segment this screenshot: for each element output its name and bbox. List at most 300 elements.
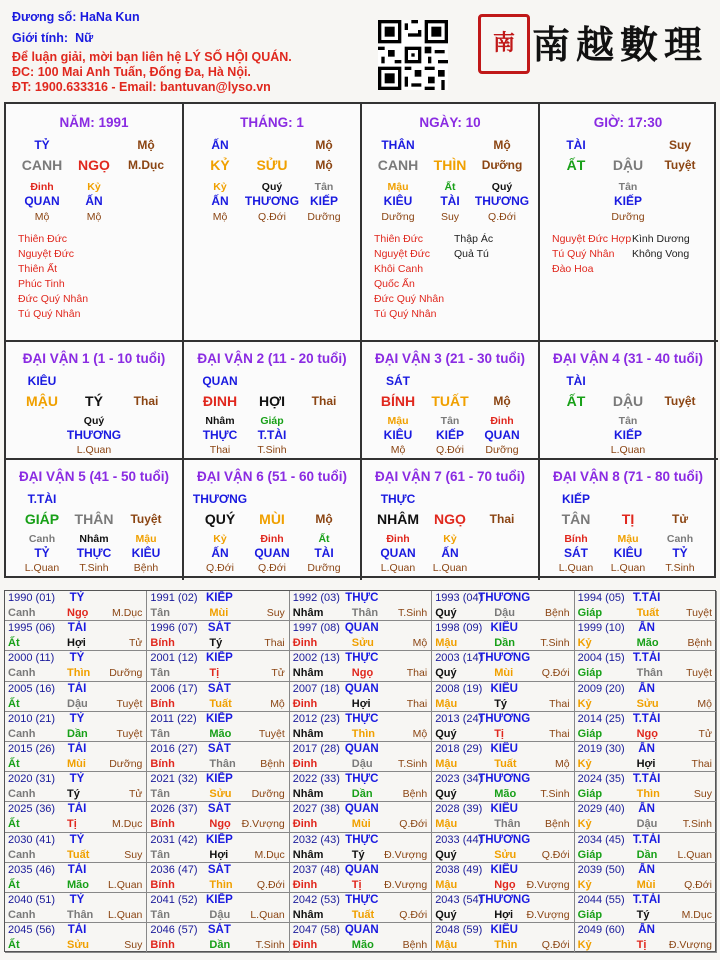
annual-year: 2000 (11) bbox=[8, 652, 55, 665]
annual-cell bbox=[290, 712, 432, 742]
annual-ten-god: KIẾP bbox=[205, 592, 233, 604]
annual-branch: Thân bbox=[209, 758, 236, 770]
annual-ten-god: TỶ bbox=[69, 894, 85, 906]
annual-phase: Bệnh bbox=[687, 637, 712, 650]
annual-year: 2046 (57) bbox=[150, 924, 198, 937]
annual-branch: Dậu bbox=[67, 697, 88, 710]
annual-cell bbox=[147, 742, 289, 772]
annual-ten-god: SÁT bbox=[207, 743, 231, 755]
annual-year: 1999 (10) bbox=[577, 622, 625, 635]
luck-hidden-ten-god: THỰC bbox=[202, 428, 238, 442]
annual-ten-god: T.TÀI bbox=[632, 592, 661, 604]
luck-hidden-ten-god: QUAN bbox=[380, 546, 416, 560]
annual-ten-god: TỶ bbox=[69, 592, 85, 604]
annual-phase: Mộ bbox=[270, 697, 285, 710]
annual-ten-god: SÁT bbox=[207, 682, 231, 695]
annual-year: 2048 (59) bbox=[435, 924, 483, 937]
shen-sha-star-secondary: Kình Dương bbox=[632, 233, 690, 245]
annual-year: 2045 (56) bbox=[8, 924, 56, 937]
annual-cell bbox=[290, 591, 432, 621]
annual-cell bbox=[432, 863, 574, 893]
annual-branch: Thìn bbox=[67, 667, 91, 680]
annual-stem: Mậu bbox=[435, 697, 458, 710]
annual-year: 2035 (46) bbox=[8, 863, 56, 876]
shen-sha-star: Thiên Ất bbox=[18, 263, 58, 275]
hidden-ten-god: ẤN bbox=[85, 194, 103, 208]
annual-ten-god: THƯƠNG bbox=[478, 773, 531, 786]
annual-cell bbox=[5, 682, 147, 712]
contact-phone-email: ĐT: 1900.633316 - Email: bantuvan@lyso.vn bbox=[12, 80, 271, 94]
hidden-stem: Mậu bbox=[387, 181, 409, 193]
annual-stem: Tân bbox=[150, 667, 170, 680]
luck-branch: TÝ bbox=[85, 393, 103, 409]
annual-cell bbox=[432, 802, 574, 832]
seal-logo: 南 bbox=[478, 14, 530, 74]
annual-phase: T.Sinh bbox=[540, 788, 570, 801]
luck-branch: TỊ bbox=[621, 511, 635, 527]
annual-cell bbox=[290, 833, 432, 863]
annual-cell bbox=[290, 682, 432, 712]
annual-stem: Ất bbox=[8, 637, 20, 650]
hidden-stem: Tân bbox=[314, 181, 334, 193]
annual-year: 2013 (24) bbox=[435, 712, 483, 725]
annual-phase: Bệnh bbox=[402, 788, 428, 801]
shen-sha-star: Nguyệt Đức bbox=[18, 248, 75, 260]
luck-hidden-ten-god: KIÊU bbox=[613, 546, 643, 560]
annual-ten-god: T.TÀI bbox=[632, 652, 661, 665]
annual-branch: Dần bbox=[351, 788, 373, 801]
annual-cell bbox=[432, 772, 574, 802]
annual-ten-god: TÀI bbox=[67, 803, 87, 816]
annual-branch: Hợi bbox=[351, 697, 371, 710]
annual-ten-god: T.TÀI bbox=[632, 833, 661, 846]
pillar-top-phase: Suy bbox=[668, 138, 692, 152]
luck-pillar-cell bbox=[6, 342, 182, 458]
annual-stem: Giáp bbox=[577, 667, 603, 680]
annual-cell bbox=[147, 682, 289, 712]
chart-grid bbox=[4, 102, 716, 578]
luck-phase: Tuyệt bbox=[664, 394, 696, 408]
annual-cell bbox=[290, 621, 432, 651]
annual-phase: Thai bbox=[406, 697, 428, 710]
qr-code-icon[interactable] bbox=[378, 20, 448, 90]
annual-stem: Canh bbox=[8, 607, 36, 619]
annual-phase: T.Sinh bbox=[398, 758, 428, 770]
annual-year: 2032 (43) bbox=[292, 833, 340, 846]
shen-sha-star: Đức Quý Nhân bbox=[374, 293, 445, 305]
annual-branch: Mùi bbox=[351, 818, 371, 831]
annual-phase: Đ.Vượng bbox=[668, 939, 712, 952]
heavenly-stem: ẤT bbox=[566, 157, 586, 173]
annual-stem: Đinh bbox=[292, 637, 318, 650]
luck-pillar-cell bbox=[6, 460, 182, 576]
luck-hidden-stem: Nhâm bbox=[205, 415, 235, 427]
hidden-stem: Quý bbox=[261, 181, 283, 193]
luck-hidden-ten-god: SÁT bbox=[564, 546, 588, 560]
annual-stem: Tân bbox=[150, 727, 170, 740]
luck-hidden-phase: Q.Đới bbox=[206, 562, 234, 574]
luck-ten-god: T.TÀI bbox=[27, 492, 57, 506]
annual-year: 2010 (21) bbox=[8, 712, 56, 725]
annual-ten-god: KIÊU bbox=[490, 743, 518, 755]
luck-hidden-stem: Đinh bbox=[386, 533, 410, 545]
annual-stem: Giáp bbox=[577, 727, 603, 740]
annual-ten-god: KIẾP bbox=[205, 833, 233, 846]
annual-branch: Ngọ bbox=[209, 818, 231, 831]
annual-ten-god: THƯƠNG bbox=[478, 592, 531, 604]
annual-year: 2038 (49) bbox=[435, 863, 483, 876]
earthly-branch: SỬU bbox=[256, 157, 288, 173]
hidden-phase: Mộ bbox=[34, 211, 50, 223]
annual-branch: Mão bbox=[209, 727, 232, 740]
annual-branch: Thân bbox=[494, 818, 521, 831]
luck-pillar-cell bbox=[362, 460, 538, 576]
annual-ten-god: TỶ bbox=[69, 833, 85, 846]
annual-stem: Tân bbox=[150, 848, 170, 861]
annual-phase: Q.Đới bbox=[256, 878, 285, 891]
annual-cell bbox=[5, 772, 147, 802]
annual-phase: L.Quan bbox=[250, 909, 285, 921]
annual-phase: Suy bbox=[124, 939, 143, 952]
luck-pillar-cell bbox=[184, 342, 360, 458]
luck-branch: NGỌ bbox=[434, 511, 466, 527]
annual-stem: Bính bbox=[150, 637, 175, 650]
annual-ten-god: QUAN bbox=[344, 622, 379, 635]
annual-branch: Tuất bbox=[494, 758, 517, 770]
annual-phase: Thai bbox=[549, 727, 570, 740]
pillar-ten-god: THÂN bbox=[381, 138, 415, 152]
annual-phase: L.Quan bbox=[107, 878, 143, 891]
annual-branch: Hợi bbox=[636, 758, 656, 770]
annual-phase: T.Sinh bbox=[540, 637, 570, 650]
annual-branch: Ngọ bbox=[494, 878, 516, 891]
luck-hidden-ten-god: TỶ bbox=[672, 546, 688, 560]
shen-sha-star: Nguyệt Đức bbox=[374, 248, 431, 260]
annual-year: 2043 (54) bbox=[435, 894, 483, 906]
annual-phase: Tuyệt bbox=[258, 727, 285, 740]
luck-hidden-phase: Mộ bbox=[390, 444, 406, 456]
annual-stem: Bính bbox=[150, 758, 175, 770]
annual-year: 1996 (07) bbox=[150, 622, 198, 635]
annual-stem: Kỷ bbox=[577, 818, 592, 831]
gender-line bbox=[12, 31, 93, 46]
annual-stem: Quý bbox=[435, 607, 457, 619]
annual-phase: T.Sinh bbox=[682, 818, 712, 831]
luck-stem: QUÝ bbox=[204, 511, 236, 527]
luck-ten-god: THƯƠNG bbox=[192, 492, 248, 506]
shen-sha-star: Đức Quý Nhân bbox=[18, 293, 89, 305]
annual-ten-god: T.TÀI bbox=[632, 894, 661, 906]
annual-branch: Thân bbox=[351, 607, 379, 619]
annual-ten-god: THỰC bbox=[345, 894, 379, 906]
annual-branch: Sửu bbox=[67, 939, 90, 952]
annual-cell bbox=[575, 621, 717, 651]
annual-branch: Ngọ bbox=[351, 667, 374, 680]
luck-hidden-ten-god: T.TÀI bbox=[257, 428, 287, 442]
hidden-phase: Suy bbox=[440, 211, 460, 223]
shen-sha-star: Tú Quý Nhân bbox=[552, 248, 615, 260]
annual-ten-god: ẤN bbox=[638, 682, 655, 695]
annual-cell bbox=[290, 772, 432, 802]
annual-phase: Mộ bbox=[412, 637, 428, 650]
annual-branch: Hợi bbox=[209, 848, 229, 861]
annual-cell bbox=[575, 742, 717, 772]
annual-stem: Canh bbox=[8, 727, 36, 740]
annual-stem: Bính bbox=[150, 939, 175, 952]
annual-branch: Thìn bbox=[494, 939, 518, 952]
annual-stem: Kỷ bbox=[577, 758, 592, 770]
annual-stem: Giáp bbox=[577, 909, 603, 921]
annual-stem: Đinh bbox=[292, 939, 318, 952]
annual-year: 2030 (41) bbox=[8, 833, 56, 846]
annual-cell bbox=[5, 651, 147, 681]
annual-branch: Dần bbox=[636, 848, 658, 861]
annual-ten-god: KIÊU bbox=[490, 863, 518, 876]
luck-hidden-phase: L.Quan bbox=[610, 444, 646, 456]
annual-year: 2002 (13) bbox=[292, 652, 340, 665]
luck-hidden-ten-god: TÀI bbox=[314, 546, 334, 560]
luck-hidden-stem: Mậu bbox=[387, 415, 409, 427]
pillar-title: THÁNG: 1 bbox=[240, 115, 304, 130]
annual-branch: Tuất bbox=[67, 848, 90, 861]
hidden-phase: Mộ bbox=[212, 211, 228, 223]
annual-phase: Đ.Vượng bbox=[241, 818, 285, 831]
luck-hidden-stem: Tân bbox=[440, 415, 460, 427]
annual-phase: Tử bbox=[698, 727, 712, 740]
luck-pillar-title: ĐẠI VẬN 8 (71 - 80 tuổi) bbox=[552, 469, 704, 484]
annual-cell bbox=[575, 772, 717, 802]
annual-ten-god: TỶ bbox=[69, 712, 85, 725]
annual-branch: Tý bbox=[351, 848, 365, 861]
luck-ten-god: KIẾP bbox=[561, 492, 591, 506]
annual-phase: Mộ bbox=[554, 758, 570, 770]
luck-hidden-phase: L.Quan bbox=[24, 562, 60, 574]
annual-year: 2029 (40) bbox=[577, 803, 625, 816]
annual-ten-god: TÀI bbox=[67, 863, 87, 876]
annual-stem: Đinh bbox=[292, 758, 318, 770]
brand-title: 南越數理 bbox=[532, 22, 709, 67]
luck-phase: Tử bbox=[671, 512, 689, 526]
annual-phase: Đ.Vượng bbox=[384, 878, 428, 891]
annual-year: 2033 (44) bbox=[435, 833, 483, 846]
branch-phase: Dưỡng bbox=[481, 158, 523, 172]
annual-branch: Tị bbox=[351, 878, 362, 891]
annual-year: 2027 (38) bbox=[292, 803, 340, 816]
annual-stem: Giáp bbox=[577, 607, 603, 619]
annual-year: 1994 (05) bbox=[577, 592, 625, 604]
annual-branch: Dậu bbox=[209, 909, 231, 921]
annual-ten-god: THƯƠNG bbox=[478, 894, 531, 906]
annual-ten-god: THƯƠNG bbox=[478, 833, 531, 846]
luck-phase: Thai bbox=[133, 394, 159, 408]
hidden-phase: Dưỡng bbox=[611, 211, 645, 223]
annual-cell bbox=[432, 893, 574, 923]
annual-year: 2001 (12) bbox=[150, 652, 198, 665]
earthly-branch: THÌN bbox=[433, 157, 467, 173]
shen-sha-star: Phúc Tinh bbox=[18, 278, 65, 290]
annual-cell bbox=[432, 621, 574, 651]
annual-phase: Q.Đới bbox=[399, 909, 428, 921]
annual-year: 2023 (34) bbox=[435, 773, 483, 786]
annual-ten-god: KIẾP bbox=[205, 652, 233, 665]
annual-branch: Sửu bbox=[636, 697, 659, 710]
shen-sha-star: Tú Quý Nhân bbox=[18, 308, 81, 320]
annual-ten-god: SÁT bbox=[207, 924, 231, 937]
annual-phase: Đ.Vượng bbox=[384, 848, 428, 861]
annual-stem: Mậu bbox=[435, 818, 458, 831]
annual-phase: Đ.Vượng bbox=[526, 878, 570, 891]
annual-phase: Tử bbox=[271, 667, 285, 680]
annual-phase: Dưỡng bbox=[109, 758, 143, 770]
annual-stem: Quý bbox=[435, 848, 457, 861]
annual-branch: Mão bbox=[351, 939, 374, 952]
annual-phase: Thai bbox=[406, 667, 428, 680]
annual-cell bbox=[290, 863, 432, 893]
annual-stem: Bính bbox=[150, 818, 175, 831]
luck-pillar-cell bbox=[362, 342, 538, 458]
annual-ten-god: THƯƠNG bbox=[478, 712, 531, 725]
annual-stem: Mậu bbox=[435, 637, 458, 650]
shen-sha-star-secondary: Không Vong bbox=[632, 248, 690, 260]
annual-year: 1997 (08) bbox=[292, 622, 340, 635]
annual-branch: Hợi bbox=[67, 637, 86, 650]
annual-phase: Thai bbox=[264, 637, 285, 650]
pillar-title: GIỜ: 17:30 bbox=[593, 115, 663, 130]
annual-year: 2044 (55) bbox=[577, 894, 625, 906]
annual-stem: Canh bbox=[8, 788, 36, 801]
luck-hidden-phase: Q.Đới bbox=[436, 444, 464, 456]
annual-ten-god: THỰC bbox=[345, 652, 379, 665]
annual-year: 2020 (31) bbox=[8, 773, 56, 786]
annual-branch: Thân bbox=[67, 909, 94, 921]
luck-stem: BÍNH bbox=[380, 393, 416, 409]
annual-stem: Nhâm bbox=[292, 607, 324, 619]
annual-cell bbox=[147, 591, 289, 621]
annual-cell bbox=[147, 923, 289, 953]
annual-cell bbox=[575, 833, 717, 863]
annual-stem: Quý bbox=[435, 788, 457, 801]
heavenly-stem: KỶ bbox=[210, 157, 230, 173]
annual-ten-god: KIÊU bbox=[490, 682, 518, 695]
annual-stem: Đinh bbox=[292, 697, 318, 710]
annual-stem: Đinh bbox=[292, 818, 318, 831]
annual-branch: Thìn bbox=[351, 727, 376, 740]
hidden-phase: Q.Đới bbox=[488, 211, 516, 223]
gender-value: Nữ bbox=[75, 31, 94, 45]
luck-hidden-ten-god: KIẾP bbox=[613, 428, 643, 442]
luck-ten-god: QUAN bbox=[202, 374, 238, 388]
annual-cell bbox=[147, 772, 289, 802]
annual-cell bbox=[147, 863, 289, 893]
annual-ten-god: ẤN bbox=[638, 863, 655, 876]
annual-phase: Q.Đới bbox=[541, 939, 570, 952]
luck-hidden-phase: L.Quan bbox=[76, 444, 112, 456]
annual-stem: Tân bbox=[150, 909, 170, 921]
shen-sha-star: Quốc Ấn bbox=[374, 278, 415, 290]
annual-branch: Mão bbox=[636, 637, 659, 650]
hidden-ten-god: ẤN bbox=[211, 194, 229, 208]
annual-ten-god: TÀI bbox=[67, 924, 87, 937]
annual-luck-table bbox=[4, 590, 716, 952]
hidden-phase: Mộ bbox=[86, 211, 102, 223]
luck-ten-god: THỰC bbox=[380, 492, 416, 506]
luck-hidden-ten-god: QUAN bbox=[484, 428, 520, 442]
heavenly-stem: CANH bbox=[21, 157, 63, 173]
annual-cell bbox=[5, 802, 147, 832]
annual-ten-god: T.TÀI bbox=[632, 712, 661, 725]
annual-cell bbox=[432, 923, 574, 953]
annual-cell bbox=[432, 833, 574, 863]
annual-stem: Ất bbox=[8, 818, 20, 831]
hidden-stem: Kỷ bbox=[213, 181, 227, 193]
annual-ten-god: SÁT bbox=[207, 863, 231, 876]
annual-ten-god: KIẾP bbox=[205, 894, 233, 906]
annual-cell bbox=[432, 591, 574, 621]
annual-branch: Ngọ bbox=[636, 727, 658, 740]
luck-hidden-ten-god: ẤN bbox=[211, 546, 229, 560]
branch-phase: M.Dục bbox=[128, 158, 164, 172]
luck-hidden-stem: Ất bbox=[318, 533, 330, 545]
luck-branch: HỢI bbox=[259, 393, 285, 409]
annual-year: 2014 (25) bbox=[577, 712, 625, 725]
annual-branch: Tý bbox=[636, 909, 650, 921]
annual-phase: Tuyệt bbox=[116, 727, 143, 740]
luck-stem: MẬU bbox=[26, 393, 58, 409]
luck-pillar-title: ĐẠI VẬN 2 (11 - 20 tuổi) bbox=[197, 351, 347, 366]
annual-branch: Tý bbox=[209, 637, 223, 650]
annual-stem: Tân bbox=[150, 607, 170, 619]
luck-hidden-phase: Thai bbox=[209, 444, 231, 456]
pillar-cell bbox=[6, 104, 182, 340]
annual-year: 2036 (47) bbox=[150, 863, 198, 876]
annual-ten-god: ẤN bbox=[638, 803, 655, 816]
annual-branch: Dần bbox=[209, 939, 231, 952]
luck-stem: NHÂM bbox=[377, 511, 419, 527]
annual-cell bbox=[575, 893, 717, 923]
annual-phase: Suy bbox=[693, 788, 712, 801]
annual-ten-god: THƯƠNG bbox=[478, 652, 531, 665]
annual-year: 2042 (53) bbox=[292, 894, 340, 906]
annual-phase: Tử bbox=[128, 637, 143, 650]
luck-stem: GIÁP bbox=[24, 511, 60, 527]
annual-branch: Tý bbox=[67, 788, 80, 801]
annual-cell bbox=[5, 742, 147, 772]
heavenly-stem: CANH bbox=[377, 157, 419, 173]
annual-year: 2034 (45) bbox=[577, 833, 625, 846]
annual-year: 2039 (50) bbox=[577, 863, 625, 876]
luck-pillar-title: ĐẠI VẬN 1 (1 - 10 tuổi) bbox=[22, 351, 166, 366]
annual-phase: Tuyệt bbox=[686, 607, 712, 619]
luck-branch: TUẤT bbox=[431, 393, 469, 409]
luck-pillar-cell bbox=[540, 342, 716, 458]
annual-branch: Dậu bbox=[494, 607, 515, 619]
annual-stem: Nhâm bbox=[292, 727, 324, 740]
annual-phase: L.Quan bbox=[107, 909, 143, 921]
annual-cell bbox=[575, 923, 717, 953]
annual-cell bbox=[147, 833, 289, 863]
annual-year: 2003 (14) bbox=[435, 652, 483, 665]
annual-phase: Mộ bbox=[412, 727, 428, 740]
luck-hidden-phase: L.Quan bbox=[558, 562, 594, 574]
subject-name: Đương số: HaNa Kun bbox=[12, 10, 140, 24]
annual-year: 2018 (29) bbox=[435, 743, 483, 755]
annual-year: 2011 (22) bbox=[150, 712, 197, 725]
annual-branch: Tý bbox=[494, 697, 508, 710]
annual-branch: Thân bbox=[636, 667, 663, 680]
luck-hidden-stem: Mậu bbox=[617, 533, 639, 545]
annual-phase: Suy bbox=[124, 848, 143, 861]
annual-ten-god: KIÊU bbox=[490, 803, 518, 816]
